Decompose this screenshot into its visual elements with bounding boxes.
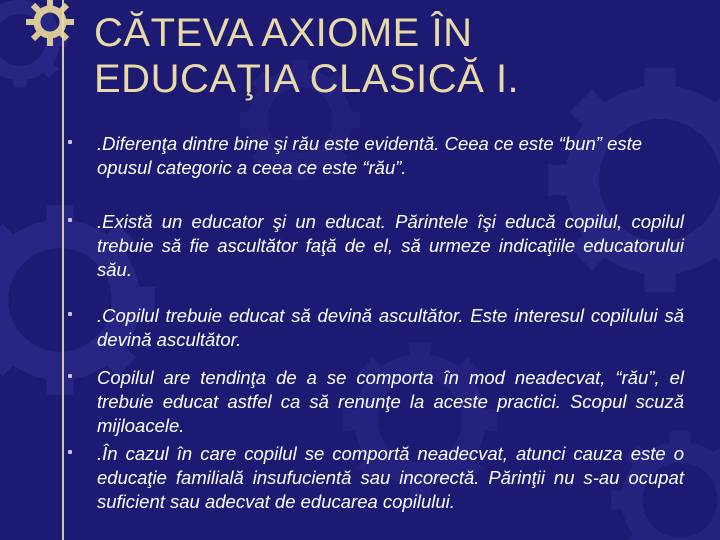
corner-gear-icon [0,0,86,60]
list-item-text: Copilul are tendinţa de a se comporta în mod neadecvat, “rău”, el trebuie educat astfel ca să renunţe la aceste practici. Scopul scuză mijloacele. [97,367,684,436]
list-item [68,210,684,282]
bullet-icon [68,140,72,144]
list-item [68,442,684,514]
title-line-1: CĂTEVA AXIOME ÎN [94,11,473,55]
list-item-text: .Există un educator şi un educat. Părintele îşi educă copilul, copilul trebuie să fie ascultător faţă de el, să urmeze indicaţiile educatorului său. [97,211,684,280]
list-item [68,132,684,180]
slide-title [94,10,519,102]
list-item-text: .Diferenţa dintre bine şi rău este evidentă. Ceea ce este “bun” este opusul categoric a ceea ce este “rău”. [97,133,643,178]
title-line-2: EDUCAŢIA CLASICĂ I. [94,57,520,101]
list-item-text: .În cazul în care copilul se comportă neadecvat, atunci cauza este o educaţie familială insufucientă sau incorectă. Părinţii nu s-au ocupat suficient sau adecvat de educarea copilului. [97,443,684,512]
vertical-divider [62,0,64,540]
bullet-icon [68,218,72,222]
bullet-icon [68,312,72,316]
bullet-icon [68,374,72,378]
list-item-text: .Copilul trebuie educat să devină ascultător. Este interesul copilului să devină ascultător. [97,305,684,350]
list-item [68,304,684,352]
bullet-icon [68,450,72,454]
list-item [68,366,684,438]
